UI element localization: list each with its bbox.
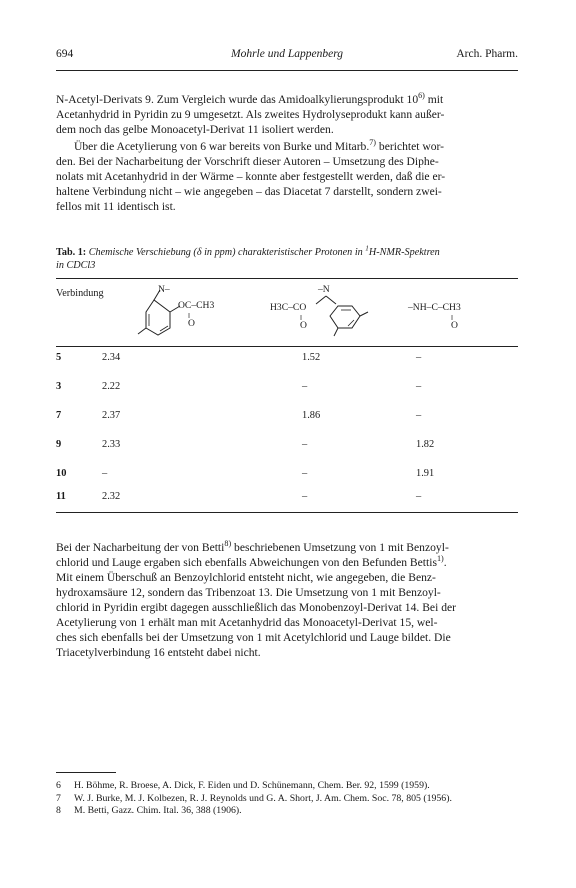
table-caption: Tab. 1: Chemische Verschiebung (δ in ppm) charakteristischer Protonen in $^1$H-NMR-Spektren in CDCl3 [56, 244, 440, 271]
citation-ref: 6) [418, 91, 425, 101]
structure-acetoxy-drawing [128, 282, 238, 342]
structure-nh-acetyl-o: O [451, 320, 458, 331]
paragraph-1 [56, 92, 518, 137]
header-authors: Mohrle und Lappenberg [230, 48, 343, 60]
paragraph-line: chlorid in Pyridin ergibt dagegen ausschließlich das Monobenzoyl-Derivat 14. Bei der [56, 601, 456, 614]
footnote [56, 780, 518, 793]
footnote [56, 793, 518, 806]
paragraph-line: Bei der Nacharbeitung der von Betti$^{8)}$ beschriebenen Umsetzung von 1 mit Benzoyl- [56, 539, 449, 554]
footnote-number: 6 [56, 780, 61, 791]
header-rule [56, 70, 518, 71]
structure-nh-acetyl-group: –NH–C–CH3 [408, 302, 461, 313]
footnote-text: W. J. Burke, M. J. Kolbezen, R. J. Reynolds und G. A. Short, J. Am. Chem. Soc. 78, 805 (1956). [74, 792, 452, 804]
paragraph-line: Mit einem Überschuß an Benzoylchlorid entsteht nicht, wie angegeben, die Benz- [56, 571, 436, 584]
table-top-rule [56, 278, 518, 279]
paragraph-line: Acetanhydrid in Pyridin zu 9 umgesetzt. Als zweites Hydrolyseprodukt kann außer- [56, 108, 445, 121]
structure-nh-acetyl: –NH–C–CH3 ‖ O [408, 302, 461, 331]
compound-id: 3 [56, 381, 62, 392]
footnotes [56, 780, 518, 818]
shift-acetoxy: – [102, 468, 108, 479]
shift-nh-acetyl: – [416, 381, 422, 392]
paragraph-line: nolats mit Acetanhydrid in der Wärme – konnte aber festgestellt werden, daß die er- [56, 170, 446, 183]
table-row [56, 352, 518, 366]
shift-acetoxy: 2.37 [102, 410, 121, 421]
shift-n-acetyl: – [302, 491, 308, 502]
shift-n-acetyl: – [302, 381, 308, 392]
footnote [56, 805, 518, 818]
paragraph-line: fellos mit 11 identisch ist. [56, 200, 176, 213]
table-header [56, 282, 518, 342]
compound-id: 9 [56, 439, 62, 450]
compound-id: 10 [56, 468, 67, 479]
structure-acetoxy-n: N– [158, 284, 170, 295]
paragraph-line: Über die Acetylierung von 6 war bereits von Burke und Mitarb.$^{7)}$ berichtet wor- [74, 138, 445, 153]
table-row [56, 491, 518, 505]
header-journal: Arch. Pharm. [456, 48, 518, 60]
footnote-number: 8 [56, 805, 61, 816]
structure-n-acetyl-o: O [300, 320, 307, 331]
footnote-text: M. Betti, Gazz. Chim. Ital. 36, 388 (1906). [74, 805, 242, 816]
paragraph-line: dem noch das gelbe Monoacetyl-Derivat 11 isoliert werden. [56, 123, 334, 136]
structure-acetoxy: N– OC–CH3 ‖ O [128, 282, 238, 342]
compound-id: 5 [56, 352, 62, 363]
shift-nh-acetyl: – [416, 491, 422, 502]
shift-n-acetyl: 1.86 [302, 410, 321, 421]
table-caption-label: Tab. 1: [56, 247, 87, 258]
table-bottom-rule [56, 512, 518, 513]
footnote-text: H. Böhme, R. Broese, A. Dick, F. Eiden und D. Schünemann, Chem. Ber. 92, 1599 (1959). [74, 780, 430, 791]
structure-acetoxy-group: OC–CH3 [178, 300, 215, 311]
table-header-rule [56, 346, 518, 347]
compound-id: 7 [56, 410, 62, 421]
paragraph-line: Triacetylverbindung 16 entsteht dabei nicht. [56, 646, 261, 659]
shift-nh-acetyl: – [416, 410, 422, 421]
shift-n-acetyl: – [302, 439, 308, 450]
shift-acetoxy: 2.33 [102, 439, 121, 450]
citation-ref: 8) [224, 539, 232, 549]
page-number: 694 [56, 48, 74, 60]
table-row [56, 381, 518, 395]
shift-acetoxy: 2.32 [102, 491, 121, 502]
structure-n-acetyl-group: H3C–CO [270, 302, 307, 313]
column-label-verbindung: Verbindung [56, 288, 104, 299]
shift-n-acetyl: 1.52 [302, 352, 321, 363]
shift-nh-acetyl: 1.82 [416, 439, 435, 450]
compound-id: 11 [56, 491, 66, 502]
paragraph-line: ches sich ebenfalls bei der Umsetzung von 1 mit Acetylchlorid und Lauge bildet. Die [56, 631, 451, 644]
footnote-rule [56, 772, 116, 773]
structure-acetoxy-o: O [188, 318, 195, 329]
citation-ref: 1) [437, 554, 444, 564]
paragraph-3 [56, 540, 518, 660]
citation-ref: 7) [369, 138, 377, 148]
table-caption-text: Chemische Verschiebung (δ in ppm) charakteristischer Protonen in [88, 247, 363, 258]
table-row [56, 439, 518, 453]
shift-nh-acetyl: – [416, 352, 422, 363]
running-header [56, 48, 518, 66]
shift-acetoxy: 2.22 [102, 381, 121, 392]
structure-n-acetyl: –N H3C–CO ‖ O [268, 282, 378, 342]
table-row [56, 410, 518, 424]
shift-nh-acetyl: 1.91 [416, 468, 435, 479]
paragraph-line: den. Bei der Nacharbeitung der Vorschrift dieser Autoren – Umsetzung des Diphe- [56, 155, 439, 168]
table-row [56, 468, 518, 482]
shift-n-acetyl: – [302, 468, 308, 479]
paragraph-line: haltene Verbindung nicht – wie angegeben – das Diacetat 7 darstellt, sondern zwei- [56, 185, 442, 198]
structure-n-acetyl-n: –N [318, 284, 330, 295]
shift-acetoxy: 2.34 [102, 352, 121, 363]
table-caption-line2: in CDCl3 [56, 260, 96, 271]
paragraph-line: hydroxamsäure 12, sondern das Tribenzoat 13. Die Umsetzung von 1 mit Benzoyl- [56, 586, 441, 599]
paragraph-line: chlorid und Lauge ergaben sich ebenfalls Abweichungen von den Befunden Bettis$^{1)}$. [56, 554, 447, 569]
paragraph-line: Acetylierung von 1 erhält man mit Acetanhydrid das Monoacetyl-Derivat 15, wel- [56, 616, 438, 629]
paragraph-2 [56, 139, 518, 214]
footnote-number: 7 [56, 792, 61, 804]
paragraph-line: N-Acetyl-Derivats 9. Zum Vergleich wurde das Amidoalkylierungsprodukt 10$^{6)}$ mit [56, 91, 444, 106]
